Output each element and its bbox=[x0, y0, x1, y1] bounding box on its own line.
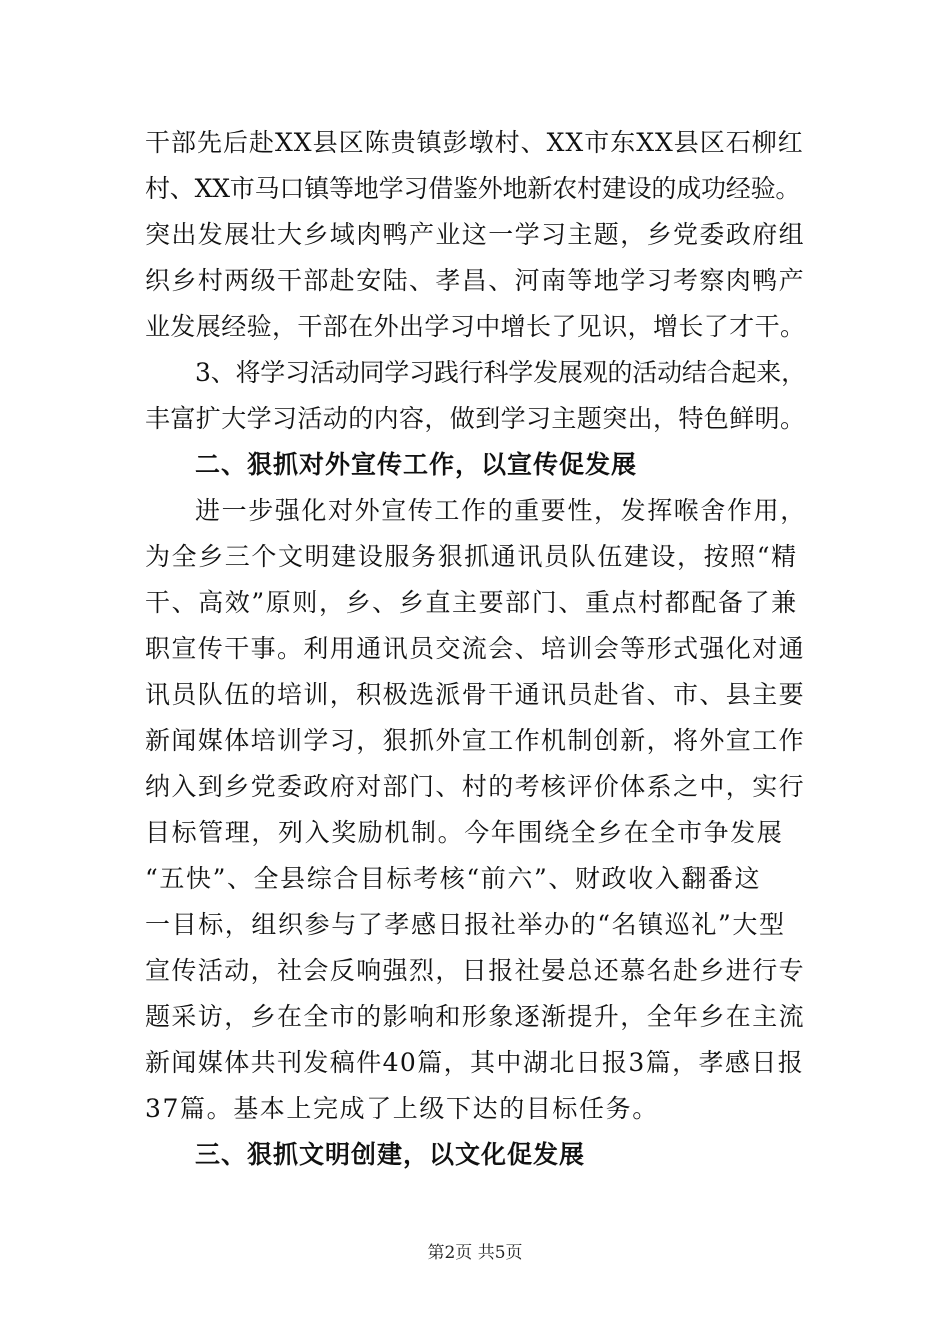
paragraph-line: 进一步强化对外宣传工作的重要性，发挥喉舍作用， bbox=[195, 496, 807, 525]
paragraph-line: 纳入到乡党委政府对部门、村的考核评价体系之中，实行 bbox=[145, 772, 806, 801]
section-heading: 三、狠抓文明创建，以文化促发展 bbox=[195, 1140, 586, 1169]
paragraph-line: 丰富扩大学习活动的内容，做到学习主题突出，特色鲜明。 bbox=[145, 404, 806, 433]
paragraph-line: 讯员队伍的培训，积极选派骨干通讯员赴省、市、县主要 bbox=[145, 680, 806, 709]
paragraph-line: 村、XX市马口镇等地学习借鉴外地新农村建设的成功经验。 bbox=[145, 174, 801, 203]
paragraph-line: 新闻媒体培训学习，狠抓外宣工作机制创新，将外宣工作 bbox=[145, 726, 806, 755]
paragraph-line: 突出发展壮大乡域肉鸭产业这一学习主题，乡党委政府组 bbox=[145, 220, 806, 249]
paragraph-line: 为全乡三个文明建设服务狠抓通讯员队伍建设，按照“精 bbox=[145, 542, 798, 571]
paragraph-line: 3、将学习活动同学习践行科学发展观的活动结合起来， bbox=[195, 358, 806, 387]
page-number-footer: 第2页 共5页 bbox=[427, 1243, 523, 1263]
paragraph-line: 干、高效”原则，乡、乡直主要部门、重点村都配备了兼 bbox=[145, 588, 798, 617]
paragraph-line: “五快”、全县综合目标考核“前六”、财政收入翻番这 bbox=[145, 864, 762, 893]
paragraph-line: 职宣传干事。利用通讯员交流会、培训会等形式强化对通 bbox=[145, 634, 806, 663]
paragraph-line: 宣传活动，社会反响强烈，日报社晏总还慕名赴乡进行专 bbox=[145, 956, 806, 985]
paragraph-line: 一目标，组织参与了孝感日报社举办的“名镇巡礼”大型 bbox=[145, 910, 786, 939]
paragraph-line: 37篇。基本上完成了上级下达的目标任务。 bbox=[145, 1094, 659, 1123]
paragraph-line: 干部先后赴XX县区陈贵镇彭墩村、XX市东XX县区石柳红 bbox=[145, 128, 804, 157]
paragraph-line: 目标管理，列入奖励机制。今年围绕全乡在全市争发展 bbox=[145, 818, 784, 847]
section-heading: 二、狠抓对外宣传工作，以宣传促发展 bbox=[195, 450, 638, 479]
paragraph-line: 新闻媒体共刊发稿件40篇，其中湖北日报3篇，孝感日报 bbox=[145, 1048, 805, 1077]
paragraph-line: 业发展经验，干部在外出学习中增长了见识，增长了才干。 bbox=[145, 312, 806, 341]
paragraph-line: 题采访，乡在全市的影响和形象逐渐提升，全年乡在主流 bbox=[145, 1002, 806, 1031]
paragraph-line: 织乡村两级干部赴安陆、孝昌、河南等地学习考察肉鸭产 bbox=[145, 266, 806, 295]
